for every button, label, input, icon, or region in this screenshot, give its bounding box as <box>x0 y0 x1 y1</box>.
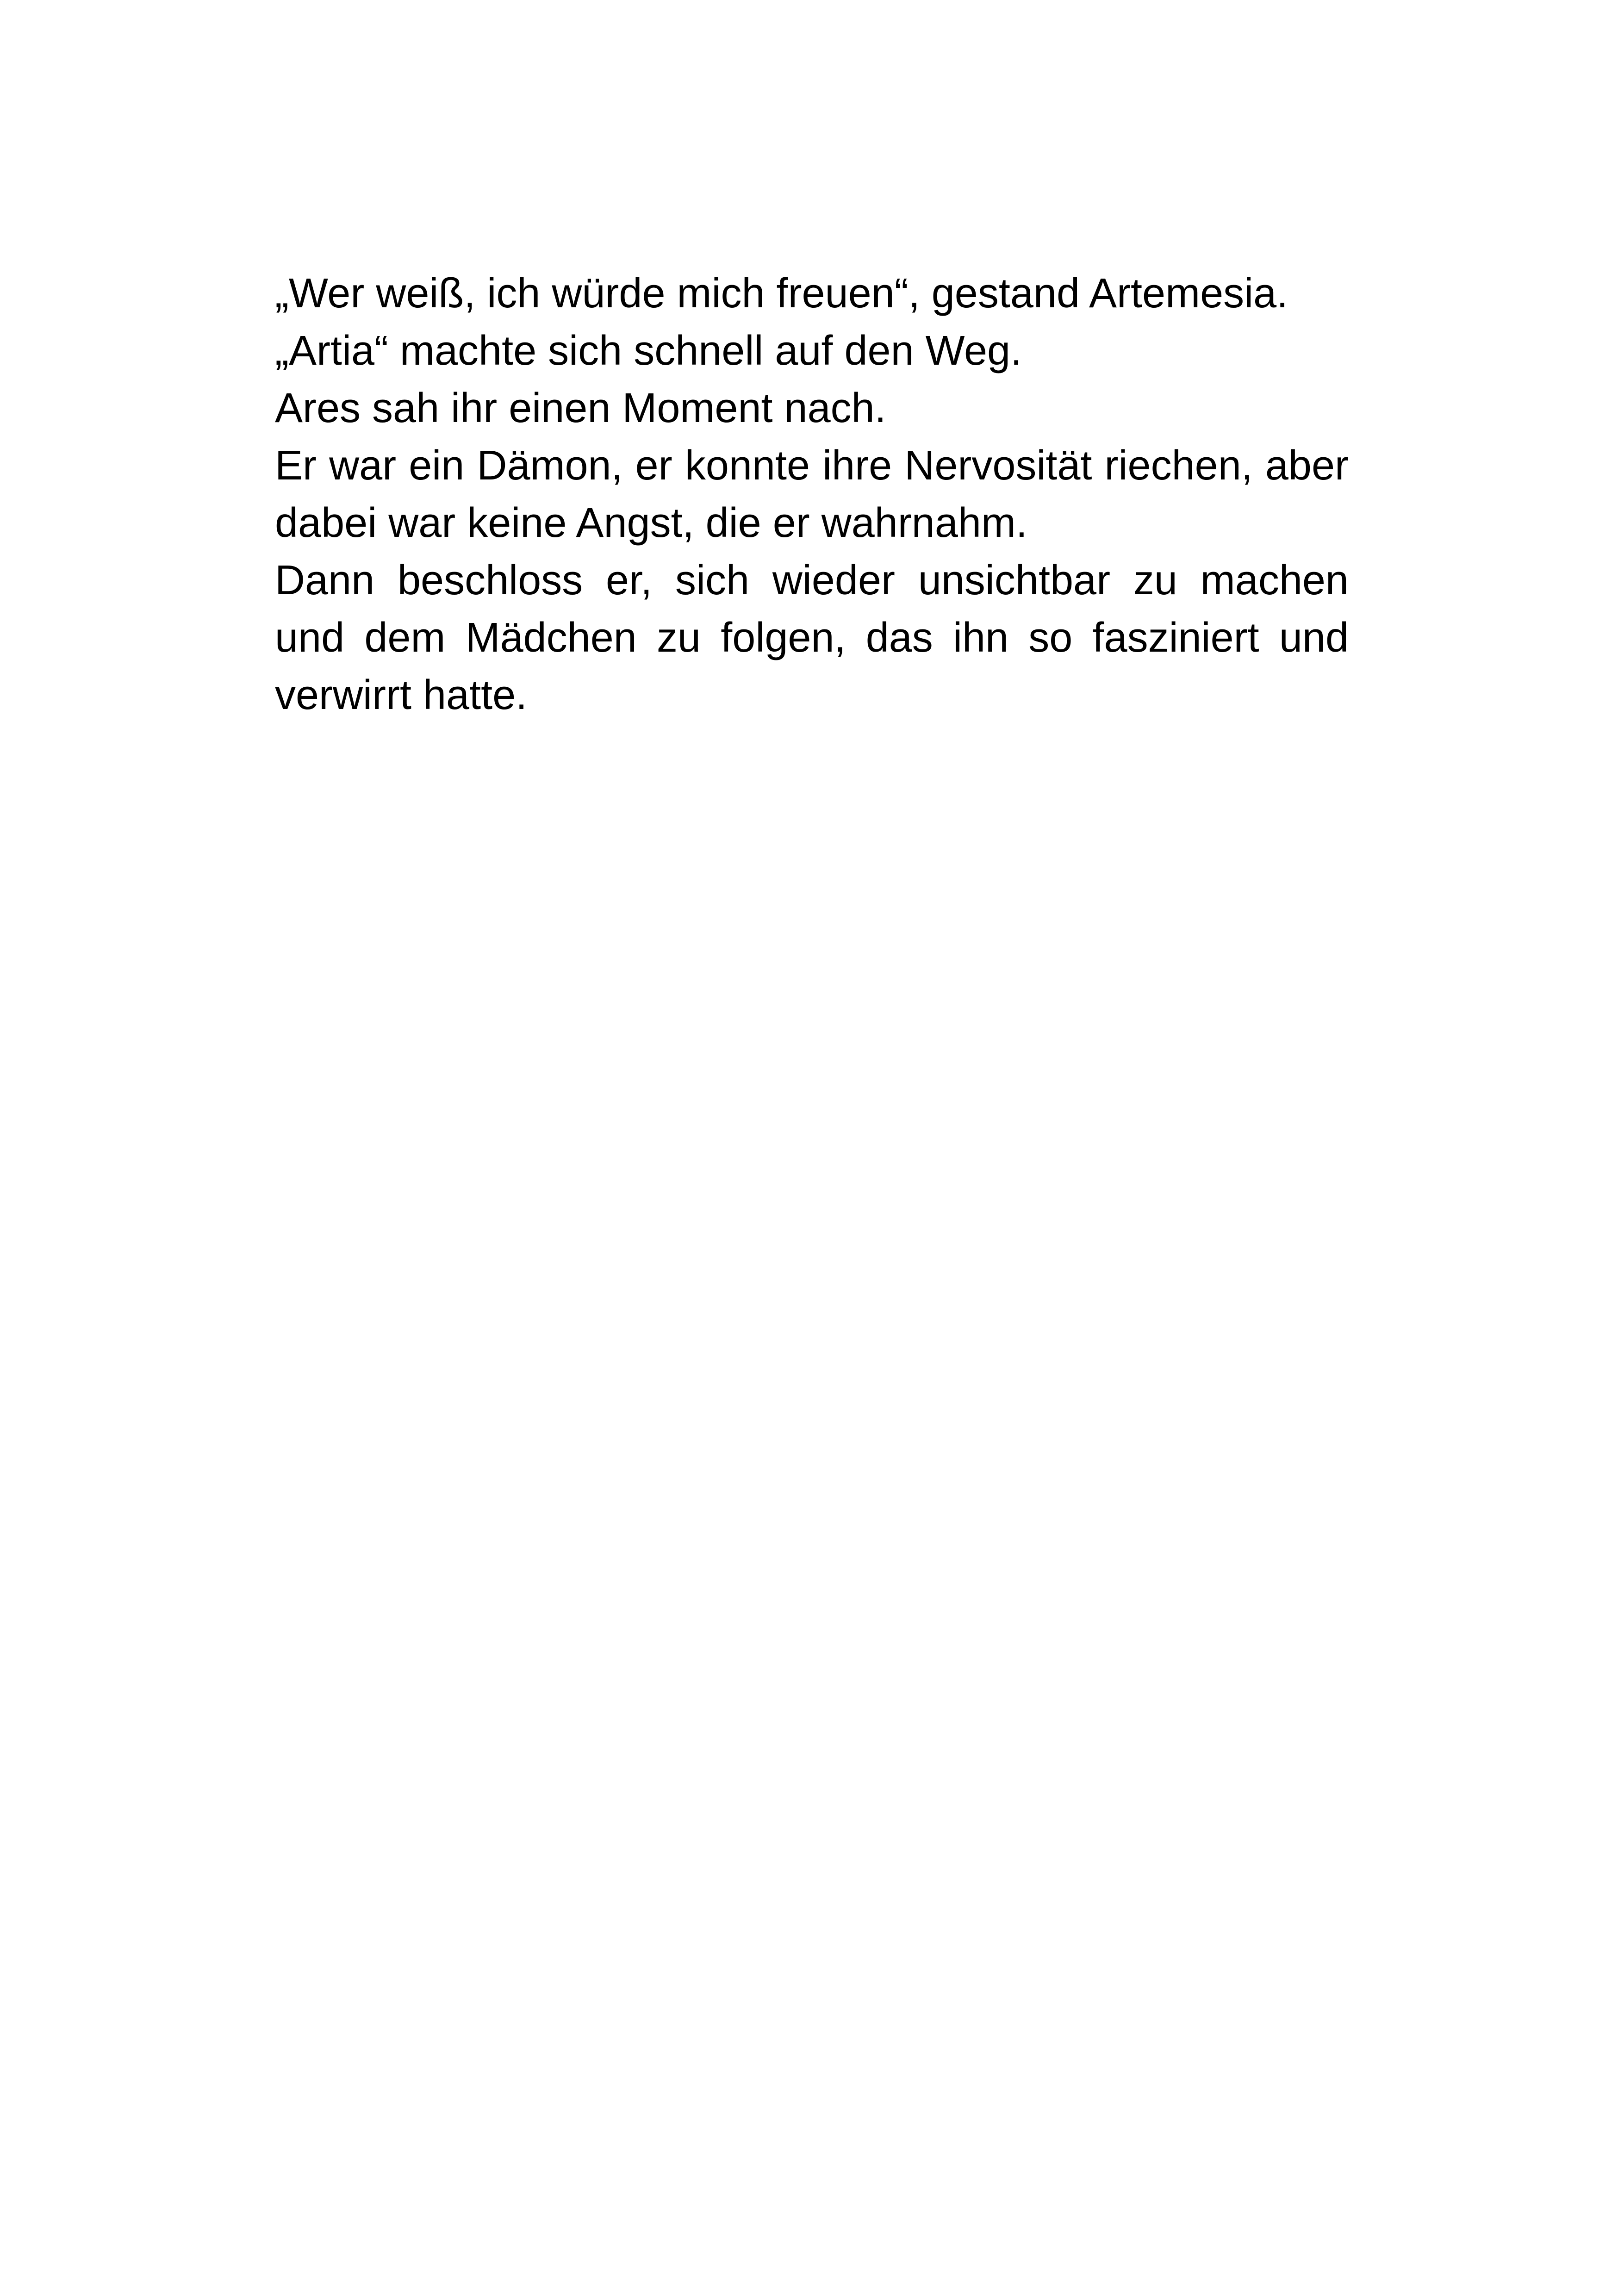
paragraph-2: „Artia“ machte sich schnell auf den Weg. <box>275 328 1022 374</box>
paragraph-1: „Wer weiß, ich würde mich freuen“, gestand Artemesia. <box>275 270 1288 317</box>
paragraph-5: Dann beschloss er, sich wieder unsichtbar zu machen und dem Mädchen zu folgen, das ihn so fasziniert und verwirrt hatte. <box>275 557 1349 718</box>
paragraph-4: Er war ein Dämon, er konnte ihre Nervosität riechen, aber dabei war keine Angst, die er wahrnahm. <box>275 442 1349 546</box>
paragraph-3: Ares sah ihr einen Moment nach. <box>275 385 886 431</box>
body-text <box>275 265 1349 724</box>
